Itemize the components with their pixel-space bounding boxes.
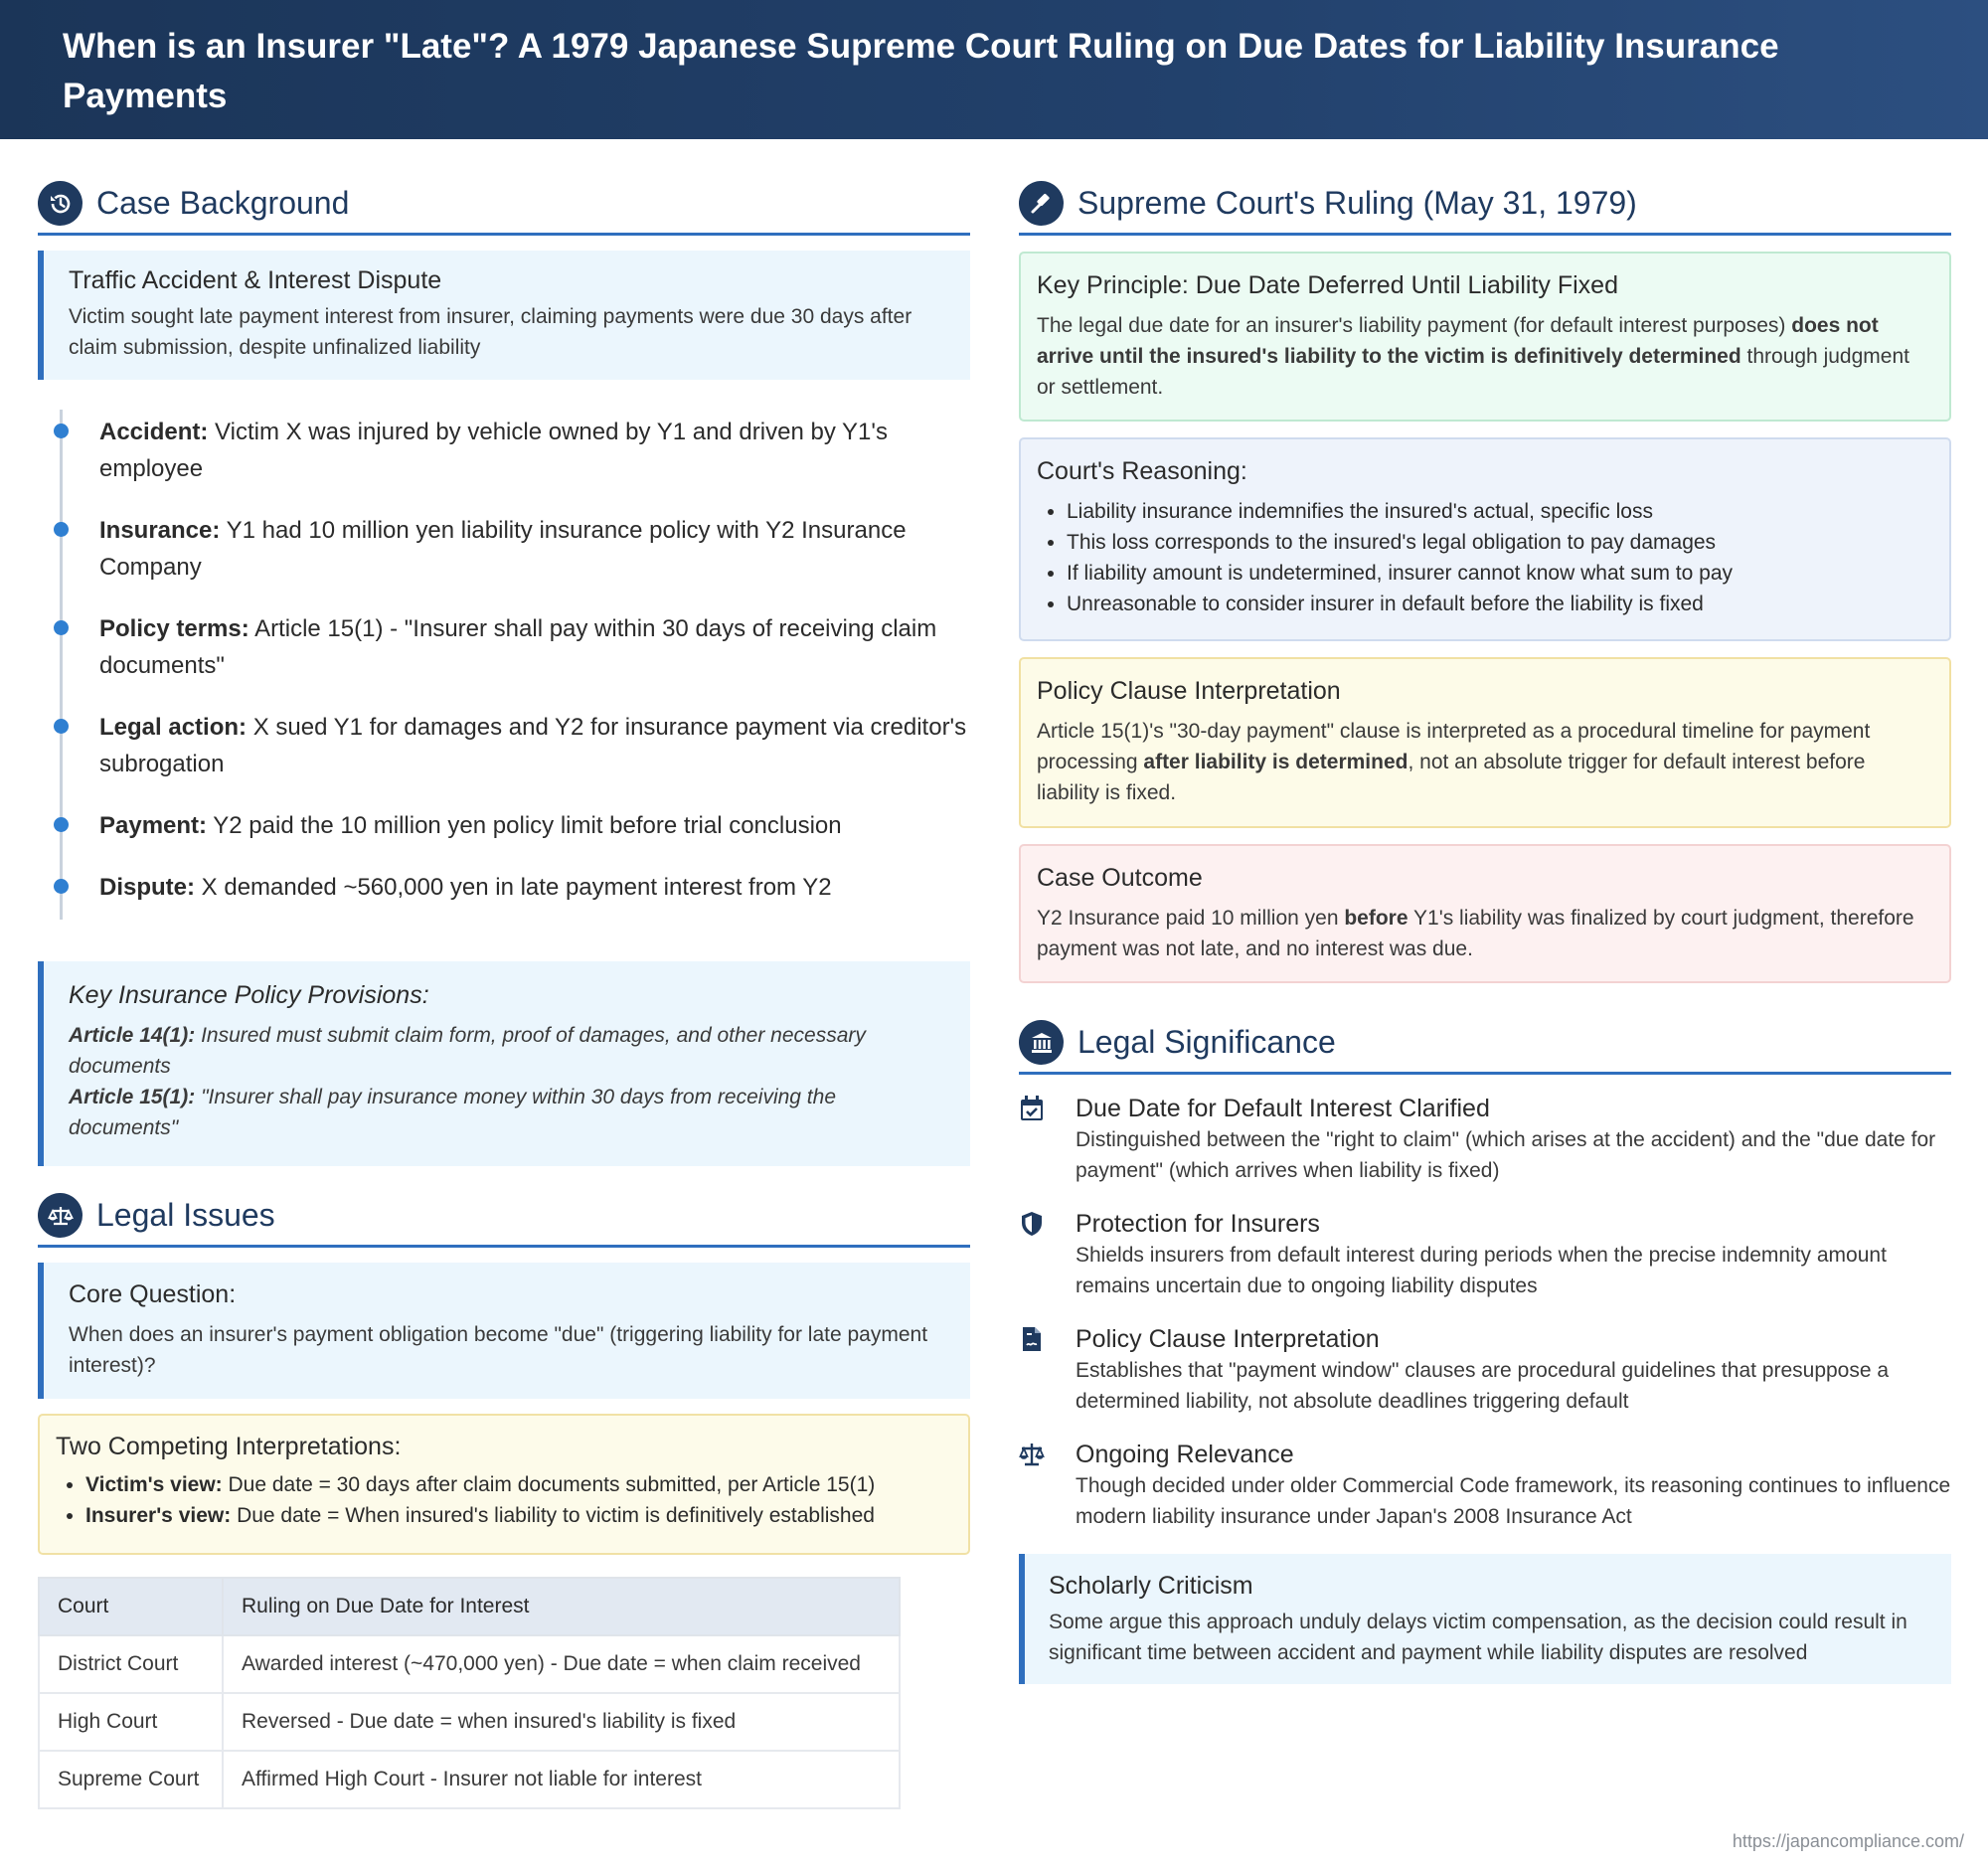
significance-title: Policy Clause Interpretation — [1076, 1325, 1380, 1353]
timeline-item: Policy terms: Article 15(1) - "Insurer shall pay within 30 days of receiving claim documents" — [99, 610, 970, 684]
card-text: Article 15(1)'s "30-day payment" clause is interpreted as a procedural timeline for payment processing after liability is determined, not an absolute trigger for default interest before liability is fixed. — [1037, 720, 1871, 804]
significance-title: Ongoing Relevance — [1076, 1441, 1294, 1468]
provision-item: Article 15(1): "Insurer shall pay insurance money within 30 days from receiving the documents" — [69, 1086, 836, 1139]
page-title: When is an Insurer "Late"? A 1979 Japanese Supreme Court Ruling on Due Dates for Liability Insurance Payments — [63, 27, 1779, 115]
landmark-icon — [1019, 1020, 1064, 1065]
key-principle-card — [1019, 252, 1951, 422]
core-question-title: Core Question: — [69, 1280, 237, 1308]
table-cell: Reversed - Due date = when insured's liability is fixed — [223, 1693, 900, 1751]
criticism-title: Scholarly Criticism — [1049, 1572, 1253, 1600]
core-question-text: When does an insurer's payment obligation become "due" (triggering liability for late payment interest)? — [69, 1323, 928, 1377]
table-row — [39, 1635, 900, 1693]
interpretation-item: • Insurer's view: Due date = When insured's liability to victim is definitively established — [85, 1500, 952, 1531]
history-icon — [38, 181, 83, 226]
significance-title: Due Date for Default Interest Clarified — [1076, 1095, 1490, 1122]
card-title: Policy Clause Interpretation — [1037, 677, 1341, 705]
table-row — [39, 1751, 900, 1808]
significance-text: Though decided under older Commercial Code framework, its reasoning continues to influence modern liability insurance under Japan's 2008 Insurance Act — [1076, 1474, 1951, 1528]
table-row — [39, 1693, 900, 1751]
card-title: Case Outcome — [1037, 864, 1203, 892]
contract-icon — [1019, 1325, 1045, 1353]
table-cell: Supreme Court — [39, 1751, 223, 1808]
significance-title: Protection for Insurers — [1076, 1210, 1320, 1238]
timeline-item: Dispute: X demanded ~560,000 yen in late payment interest from Y2 — [99, 869, 970, 906]
section-title: Case Background — [96, 185, 350, 221]
right-column — [1019, 174, 1951, 1684]
significance-text: Distinguished between the "right to claim" (which arises at the accident) and the "due date for payment" (which arrives when liability is fixed) — [1076, 1128, 1936, 1182]
case-background-header — [38, 174, 970, 236]
interpretations-title: Two Competing Interpretations: — [56, 1433, 402, 1460]
significance-text: Establishes that "payment window" clauses are procedural guidelines that presuppose a determined liability, not absolute deadlines triggering default — [1076, 1359, 1890, 1413]
source-url: https://japancompliance.com/ — [1732, 1831, 1964, 1851]
core-question-box — [38, 1263, 970, 1399]
intro-title: Traffic Accident & Interest Dispute — [69, 266, 442, 294]
table-header-row — [39, 1578, 900, 1635]
reasoning-item: • If liability amount is undetermined, insurer cannot know what sum to pay — [1067, 558, 1931, 589]
left-column — [38, 174, 970, 1809]
card-title: Key Principle: Due Date Deferred Until Liability Fixed — [1037, 271, 1618, 299]
card-text: Y2 Insurance paid 10 million yen before Y1's liability was finalized by court judgment, therefore payment was not late, and no interest was due. — [1037, 907, 1914, 960]
table-cell: High Court — [39, 1693, 223, 1751]
intro-box — [38, 251, 970, 380]
table-cell: Affirmed High Court - Insurer not liable for interest — [223, 1751, 900, 1808]
ruling-header — [1019, 174, 1951, 236]
timeline-item: Accident: Victim X was injured by vehicle owned by Y1 and driven by Y1's employee — [99, 414, 970, 487]
timeline-item: Legal action: X sued Y1 for damages and Y2 for insurance payment via creditor's subrogation — [99, 709, 970, 782]
interpretation-item: • Victim's view: Due date = 30 days after claim documents submitted, per Article 15(1) — [85, 1469, 952, 1500]
card-text: The legal due date for an insurer's liability payment (for default interest purposes) does not arrive until the insured's liability to the victim is definitively determined through judgment or settlement. — [1037, 314, 1909, 399]
provisions-box — [38, 961, 970, 1166]
interpretations-box — [38, 1414, 970, 1555]
calendar-check-icon — [1019, 1095, 1045, 1122]
reasoning-card — [1019, 437, 1951, 641]
reasoning-item: • Liability insurance indemnifies the insured's actual, specific loss — [1067, 496, 1931, 527]
scales-icon — [38, 1193, 83, 1238]
section-title: Supreme Court's Ruling (May 31, 1979) — [1077, 185, 1637, 221]
legal-significance-header — [1019, 1013, 1951, 1075]
significance-item — [1019, 1093, 1951, 1186]
court-rulings-table — [38, 1577, 901, 1809]
gavel-icon — [1019, 181, 1064, 226]
section-title: Legal Issues — [96, 1197, 275, 1233]
legal-issues-header — [38, 1186, 970, 1248]
card-title: Court's Reasoning: — [1037, 457, 1247, 485]
clause-interpretation-card — [1019, 657, 1951, 828]
timeline-item: Payment: Y2 paid the 10 million yen policy limit before trial conclusion — [99, 807, 970, 844]
criticism-text: Some argue this approach unduly delays victim compensation, as the decision could result in significant time between accident and payment while liability disputes are resolved — [1049, 1611, 1907, 1664]
timeline-item: Insurance: Y1 had 10 million yen liability insurance policy with Y2 Insurance Company — [99, 512, 970, 586]
section-title: Legal Significance — [1077, 1024, 1336, 1060]
intro-text: Victim sought late payment interest from insurer, claiming payments were due 30 days after claim submission, despite unfinalized liability — [69, 305, 912, 359]
significance-list — [1019, 1093, 1951, 1532]
case-timeline — [60, 410, 970, 920]
significance-item — [1019, 1208, 1951, 1301]
provision-item: Article 14(1): Insured must submit claim form, proof of damages, and other necessary documents — [69, 1024, 866, 1078]
scholarly-criticism-box — [1019, 1554, 1951, 1684]
reasoning-item: • This loss corresponds to the insured's legal obligation to pay damages — [1067, 527, 1931, 558]
significance-text: Shields insurers from default interest during periods when the precise indemnity amount remains uncertain due to ongoing liability disputes — [1076, 1244, 1887, 1297]
table-cell: Awarded interest (~470,000 yen) - Due date = when claim received — [223, 1635, 900, 1693]
provisions-title: Key Insurance Policy Provisions: — [69, 981, 429, 1009]
table-header: Ruling on Due Date for Interest — [223, 1578, 900, 1635]
page-header — [0, 0, 1988, 139]
shield-icon — [1019, 1210, 1045, 1238]
significance-item — [1019, 1323, 1951, 1417]
scales-icon — [1019, 1441, 1045, 1468]
case-outcome-card — [1019, 844, 1951, 983]
table-cell: District Court — [39, 1635, 223, 1693]
reasoning-item: • Unreasonable to consider insurer in default before the liability is fixed — [1067, 589, 1931, 619]
significance-item — [1019, 1439, 1951, 1532]
table-header: Court — [39, 1578, 223, 1635]
